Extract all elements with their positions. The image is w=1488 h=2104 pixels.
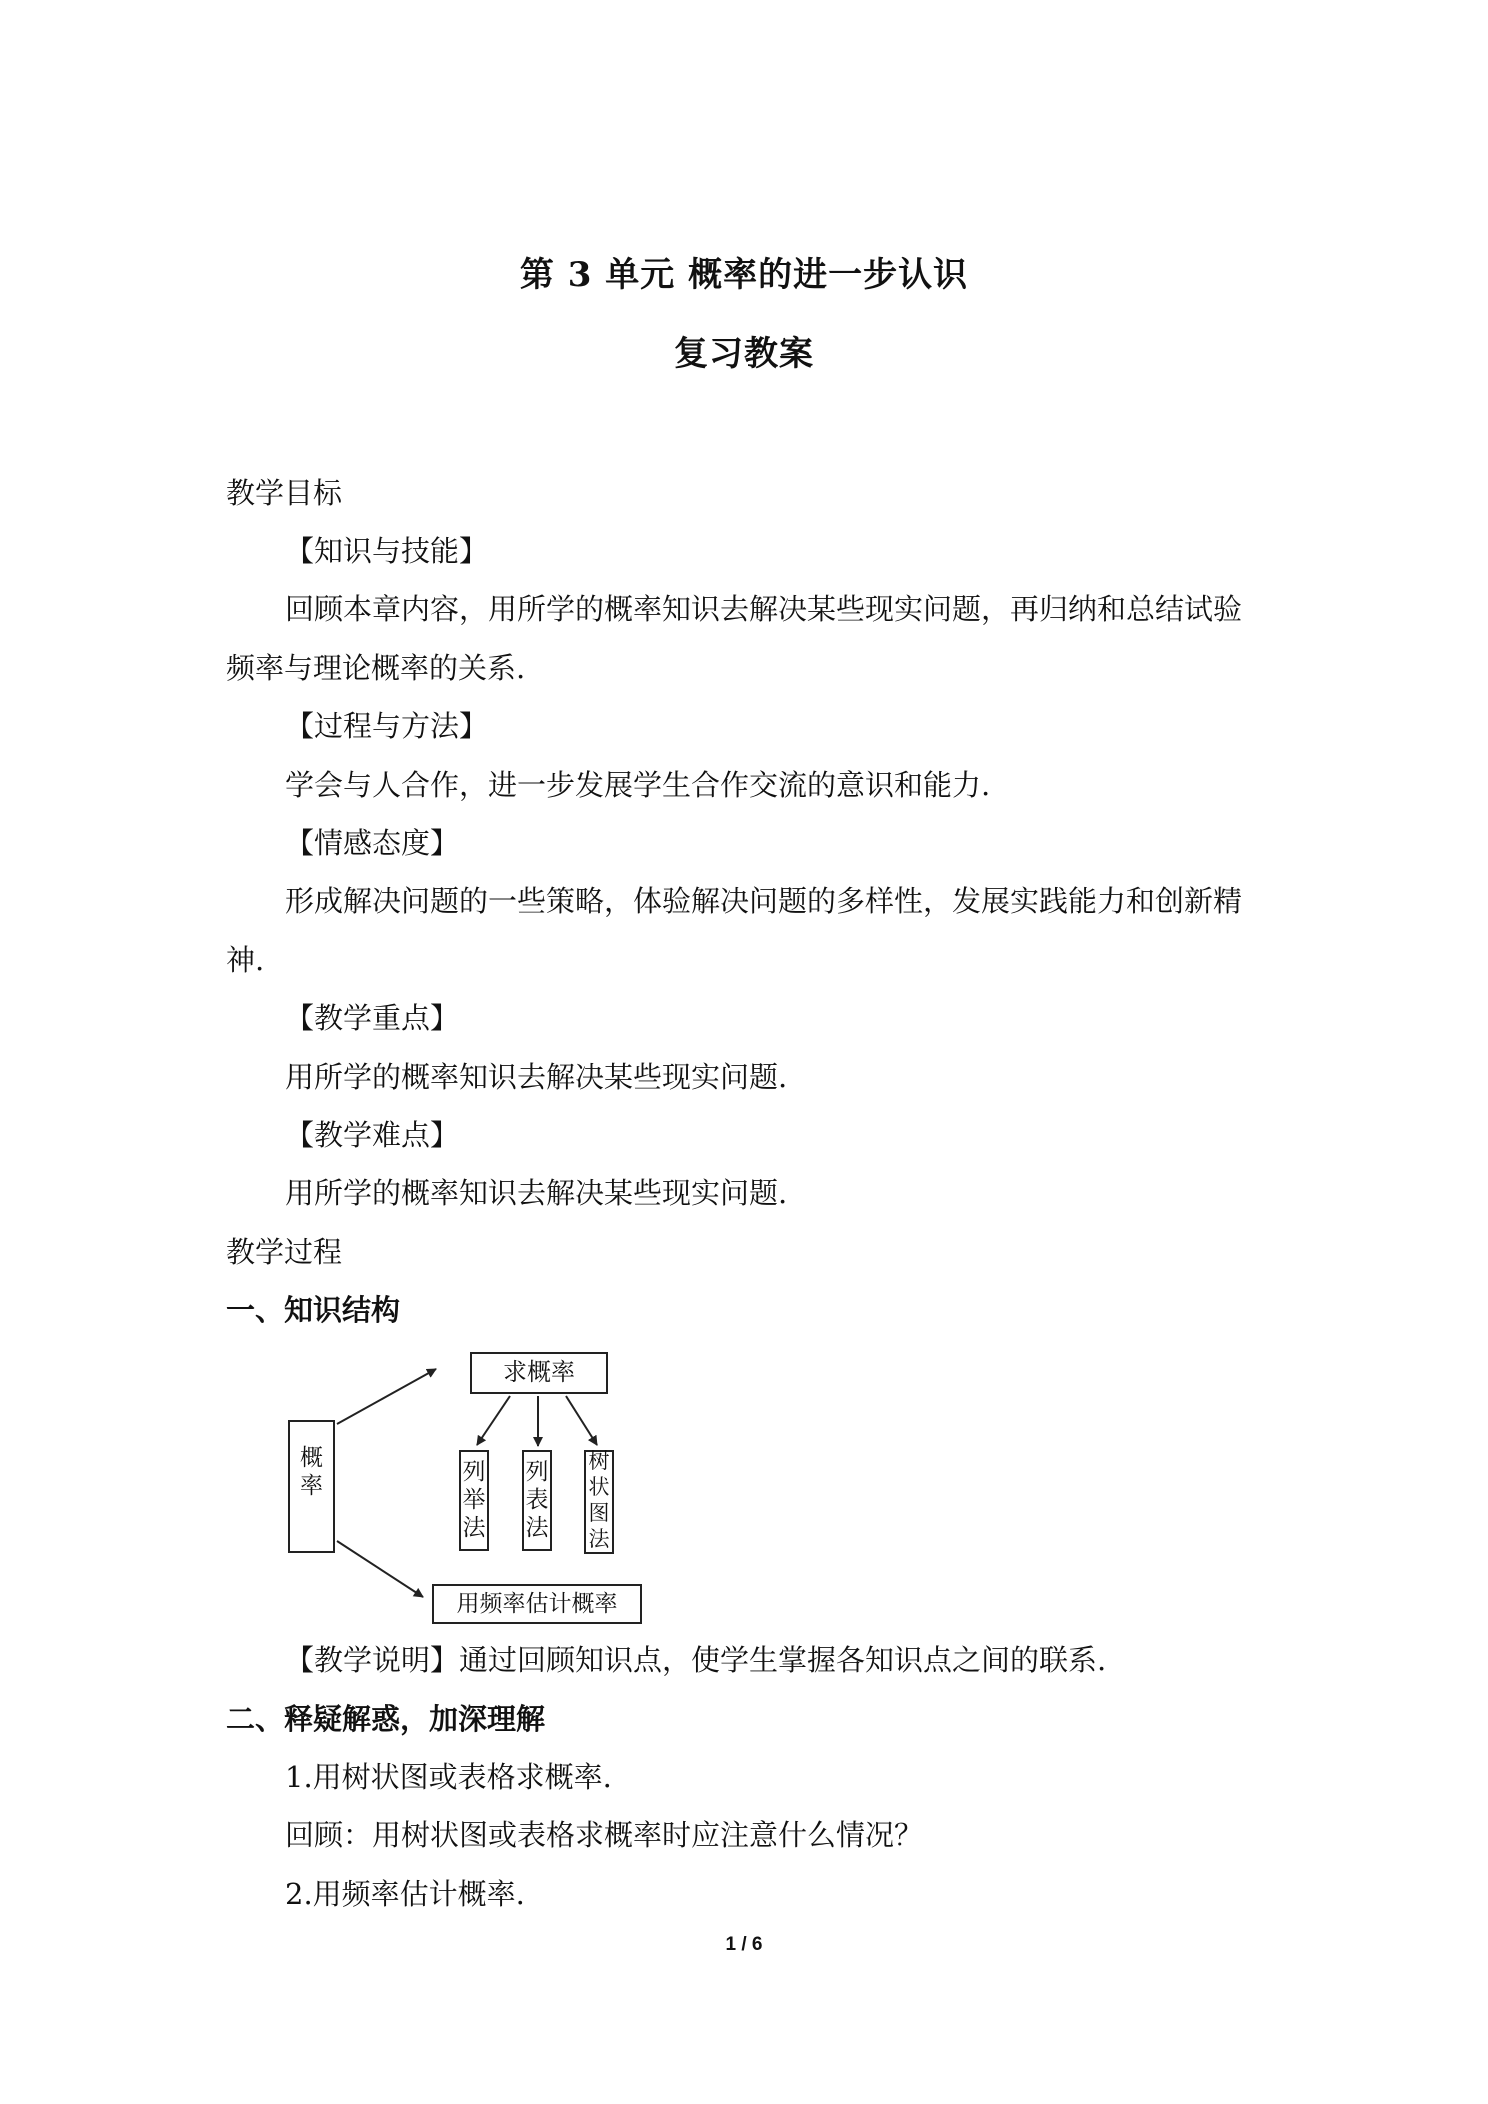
diagram-find-probability-label: 求概率 [503, 1358, 575, 1386]
diagram-table-method-label: 列 表 法 [525, 1459, 549, 1541]
diagram-tree-method-label: 树 状 图 法 [588, 1449, 610, 1551]
page-number: 1 / 6 [725, 1934, 763, 1955]
process-text: 学会与人合作，进一步发展学生合作交流的意识和能力. [285, 768, 991, 802]
knowledge-label: 【知识与技能】 [285, 534, 489, 568]
diagram-list-method-label: 列 举 法 [462, 1459, 486, 1541]
difficulty-label: 【教学难点】 [285, 1118, 460, 1152]
diagram-frequency-estimate-label: 用频率估计概率 [456, 1591, 618, 1617]
section-2-heading: 二、释疑解惑，加深理解 [226, 1702, 546, 1736]
teaching-explanation: 【教学说明】通过回顾知识点，使学生掌握各知识点之间的联系. [285, 1643, 1107, 1677]
review-question: 回顾：用树状图或表格求概率时应注意什么情况？ [285, 1818, 924, 1852]
key-point-text: 用所学的概率知识去解决某些现实问题. [285, 1060, 788, 1094]
document-subtitle: 复习教案 [674, 334, 814, 374]
difficulty-text: 用所学的概率知识去解决某些现实问题. [285, 1176, 788, 1210]
emotion-text-line-2: 神. [226, 943, 265, 977]
arrow-root-to-find [337, 1369, 436, 1424]
key-point-label: 【教学重点】 [285, 1001, 460, 1035]
section-1-heading: 一、知识结构 [226, 1293, 401, 1327]
process-label: 【过程与方法】 [285, 709, 489, 743]
teaching-process-heading: 教学过程 [226, 1235, 343, 1269]
knowledge-text-line-1: 回顾本章内容，用所学的概率知识去解决某些现实问题，再归纳和总结试验 [285, 592, 1243, 626]
knowledge-text-line-2: 频率与理论概率的关系. [226, 651, 526, 685]
diagram-root-label: 概 率 [300, 1445, 323, 1499]
arrow-root-to-frequency [337, 1541, 423, 1597]
item-2: 2.用频率估计概率. [285, 1877, 525, 1911]
document-title: 第 3 单元 概率的进一步认识 [519, 255, 969, 295]
goals-heading: 教学目标 [226, 476, 343, 510]
arrow-find-to-tree [566, 1396, 597, 1445]
item-1: 1.用树状图或表格求概率. [285, 1760, 612, 1794]
emotion-text-line-1: 形成解决问题的一些策略，体验解决问题的多样性，发展实践能力和创新精 [285, 884, 1243, 918]
emotion-label: 【情感态度】 [285, 826, 460, 860]
arrow-find-to-list [477, 1396, 510, 1445]
